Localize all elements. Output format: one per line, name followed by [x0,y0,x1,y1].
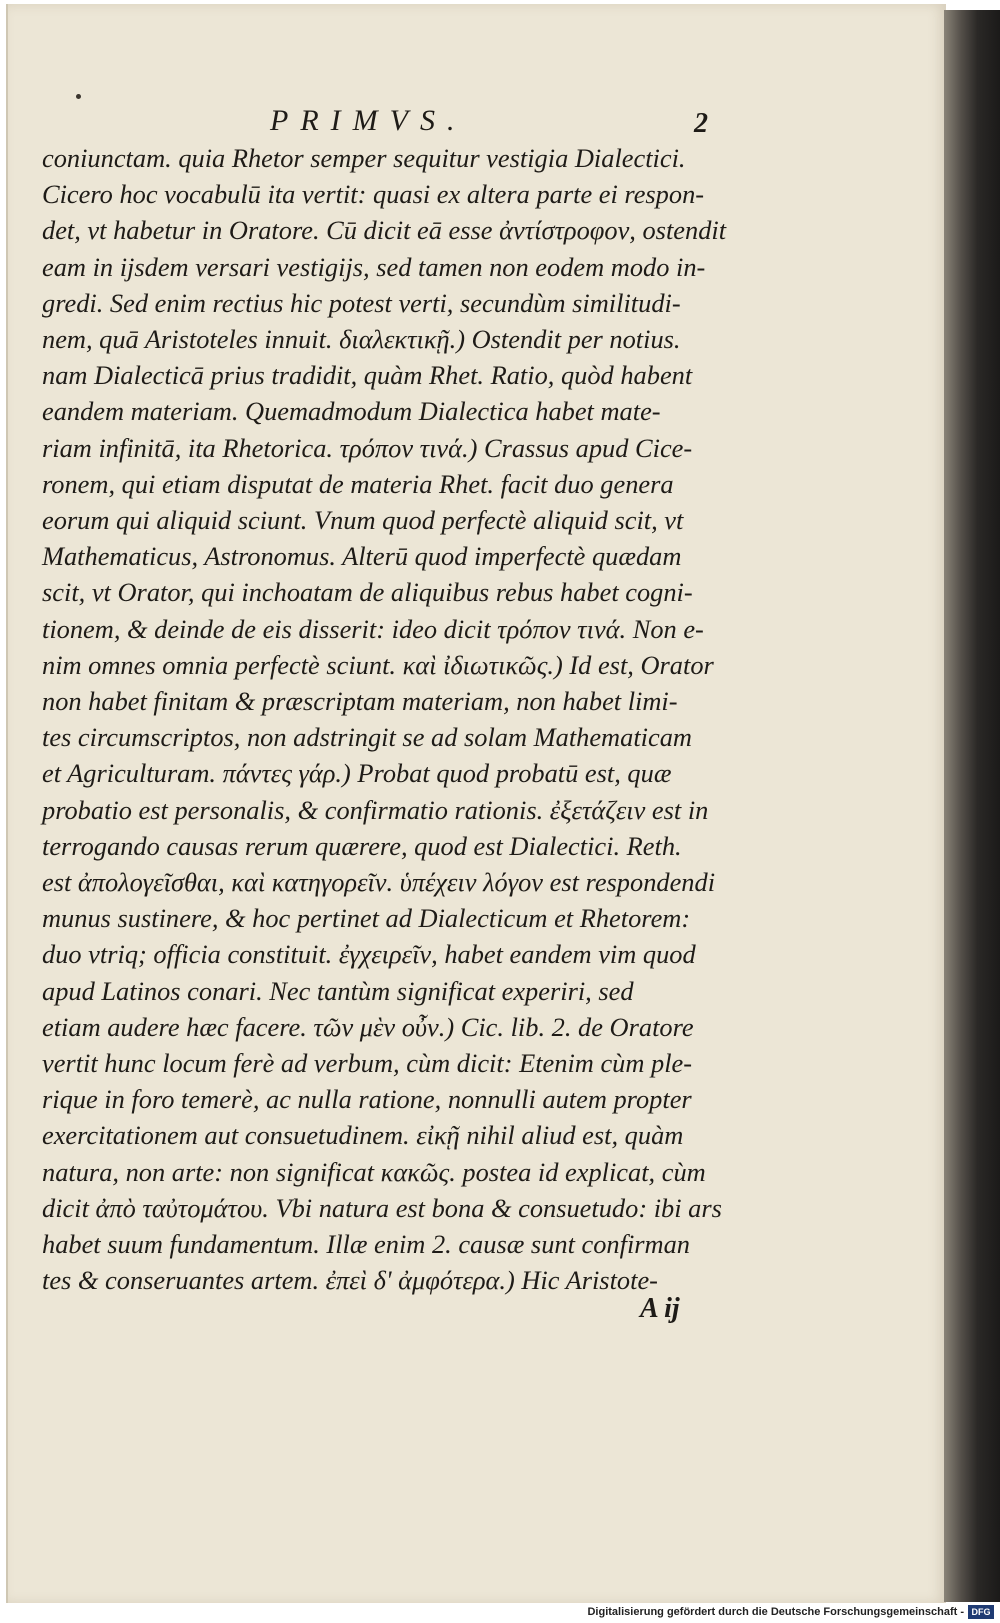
text-line: apud Latinos conari. Nec tantùm significat experiri, sed [42,975,634,1006]
text-line: dicit ἀπὸ ταὐτομάτου. Vbi natura est bona & consuetudo: ibi ars [42,1192,722,1223]
text-line: eandem materiam. Quemadmodum Dialectica habet mate- [42,396,661,427]
text-line: tes circumscriptos, non adstringit se ad solam Mathematicam [42,722,692,753]
body-text [42,140,732,1299]
signature-mark: A ij [640,1293,680,1324]
footer-credit: Digitalisierung gefördert durch die Deutsche Forschungsgemeinschaft - [587,1606,964,1618]
running-head: PRIMVS. [270,104,467,137]
text-line: probatio est personalis, & confirmatio rationis. ἐξετάζειν est in [42,794,709,825]
text-line: nem, quā Aristoteles innuit. διαλεκτικῇ.) Ostendit per notius. [42,324,681,355]
text-line: vertit hunc locum ferè ad verbum, cùm dicit: Etenim cùm ple- [42,1048,693,1079]
text-line: ronem, qui etiam disputat de materia Rhet. facit duo genera [42,468,674,499]
text-line: tes & conseruantes artem. ἐπεὶ δ' ἀμφότερα.) Hic Aristote- [42,1265,658,1296]
text-line: rique in foro temerè, ac nulla ratione, nonnulli autem propter [42,1084,692,1115]
book-gutter [944,10,1000,1602]
text-line: duo vtriq; officia constituit. ἐγχειρεῖν, habet eandem vim quod [42,939,696,970]
text-line: terrogando causas rerum quærere, quod est Dialectici. Reth. [42,830,682,861]
page-number: 2 [694,108,708,139]
text-line: nam Dialecticā prius tradidit, quàm Rhet. Ratio, quòd habent [42,360,693,391]
text-line: habet suum fundamentum. Illæ enim 2. causæ sunt confirman [42,1229,691,1260]
text-line: etiam audere hæc facere. τῶν μὲν οὖν.) Cic. lib. 2. de Oratore [42,1011,694,1042]
text-line: coniunctam. quia Rhetor semper sequitur vestigia Dialectici. [42,143,686,173]
text-line: natura, non arte: non significat κακῶς. postea id explicat, cùm [42,1156,706,1187]
text-line: est ἀπολογεῖσθαι, καὶ κατηγορεῖν. ὑπέχειν λόγον est respondendi [42,867,716,898]
text-line: riam infinitā, ita Rhetorica. τρόπον τινά.) Crassus apud Cice- [42,432,693,463]
text-line: exercitationem aut consuetudinem. εἰκῇ nihil aliud est, quàm [42,1120,684,1151]
text-line: non habet finitam & præscriptam materiam, non habet limi- [42,686,678,717]
text-line: det, vt habetur in Oratore. Cū dicit eā esse ἀντίστροφον, ostendit [42,215,727,246]
text-line: tionem, & deinde de eis disserit: ideo dicit τρόπον τινά. Non e- [42,613,704,644]
text-line: eorum qui aliquid sciunt. Vnum quod perfectè aliquid scit, vt [42,505,684,536]
text-line: et Agriculturam. πάντες γάρ.) Probat quod probatū est, quæ [42,758,672,789]
text-line: nim omnes omnia perfectè sciunt. καὶ ἰδιωτικῶς.) Id est, Orator [42,649,714,680]
text-line: gredi. Sed enim rectius hic potest verti, secundùm similitudi- [42,287,681,318]
text-line: munus sustinere, & hoc pertinet ad Dialecticum et Rhetorem: [42,903,691,934]
text-line: scit, vt Orator, qui inchoatam de aliquibus rebus habet cogni- [42,577,693,608]
text-line: Mathematicus, Astronomus. Alterū quod imperfectè quædam [42,541,682,572]
dfg-logo: DFG [968,1605,994,1619]
text-line: Cicero hoc vocabulū ita vertit: quasi ex altera parte ei respon- [42,179,705,210]
text-line: eam in ijsdem versari vestigijs, sed tamen non eodem modo in- [42,251,706,282]
ink-speck [76,94,81,99]
